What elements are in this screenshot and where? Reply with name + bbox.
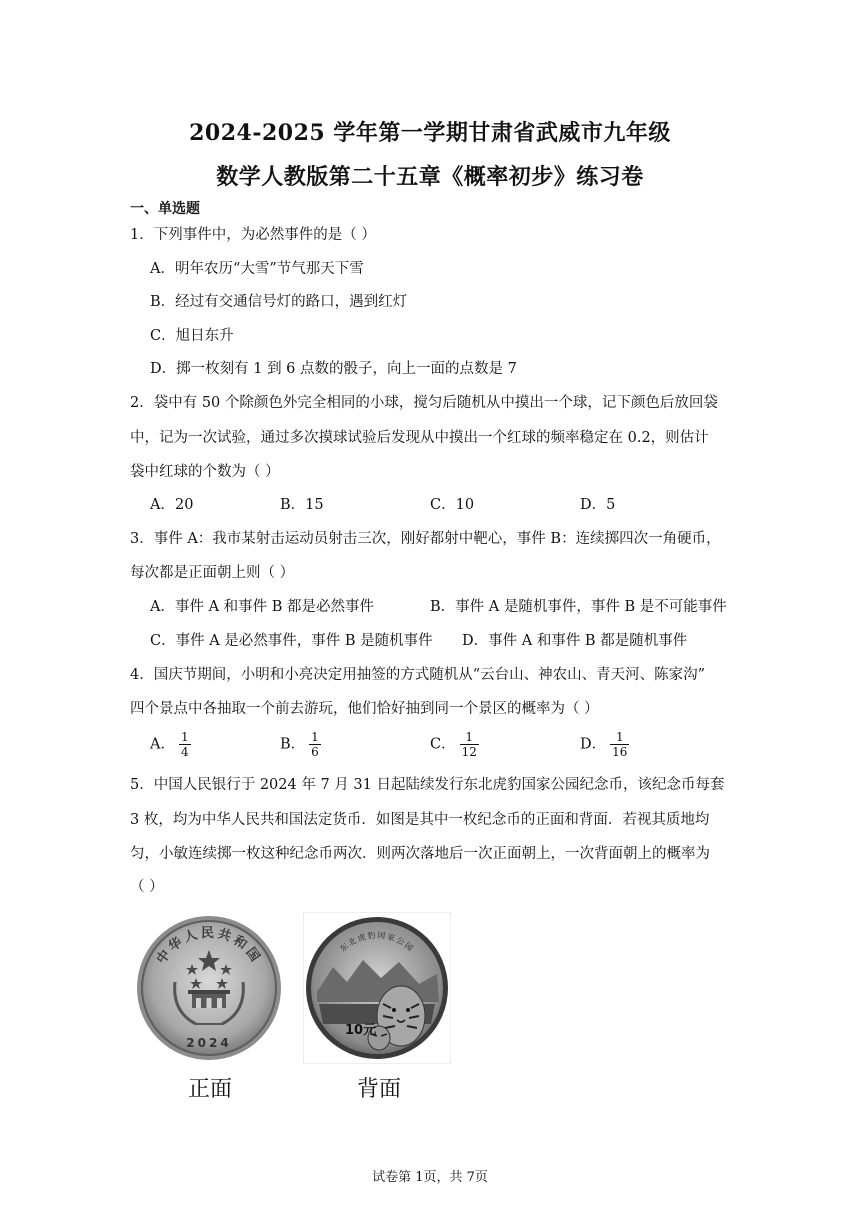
question-3-option-c: C．事件 A 是必然事件，事件 B 是随机事件 [150,633,433,649]
page-title-line2: 数学人教版第二十五章《概率初步》练习卷 [216,164,644,190]
front-rim-text: 中华人民共和国 [154,926,264,967]
back-denomination-text: 10元 [345,1023,377,1038]
coin-front-icon [130,912,288,1064]
question-2-option-d: D．5 [580,497,616,513]
question-4-option-d [580,730,629,759]
question-1-option-d: D．掷一枚刻有 1 到 6 点数的骰子，向上一面的点数是 7 [150,361,517,377]
question-4-option-a [150,730,191,759]
denominator: 16 [612,745,628,759]
question-2-stem-line1: 2．袋中有 50 个除颜色外完全相同的小球，搅匀后随机从中摸出一个球，记下颜色后放回袋 [130,395,718,411]
question-2-option-a: A．20 [150,497,194,513]
question-5-stem-line4: （ ） [130,879,164,895]
option-letter: C． [430,736,456,753]
option-letter: A． [150,736,175,753]
question-5-stem-line1: 5．中国人民银行于 2024 年 7 月 31 日起陆续发行东北虎豹国家公园纪念币，该纪念币每套 [130,777,725,793]
coin-back-image [303,912,451,1064]
page-footer: 试卷第 1页，共 7页 [372,1170,488,1185]
question-5-stem-line2: 3 枚，均为中华人民共和国法定货币．如图是其中一枚纪念币的正面和背面．若视其质地均 [130,812,710,828]
numerator: 1 [460,730,479,745]
numerator: 1 [610,730,629,745]
fraction [309,730,321,759]
coin-back-icon [303,912,451,1064]
question-4-option-b [280,730,321,759]
question-3-option-b: B．事件 A 是随机事件，事件 B 是不可能事件 [430,599,727,615]
question-2-option-c: C．10 [430,497,475,513]
question-2-stem-line3: 袋中红球的个数为（ ） [130,464,280,480]
fraction [610,730,629,759]
question-1-option-a: A．明年农历“大雪”节气那天下雪 [150,261,364,277]
question-4-option-c [430,730,479,759]
question-1-stem: 1．下列事件中，为必然事件的是（ ） [130,227,376,243]
question-1-option-c: C．旭日东升 [150,328,234,344]
option-letter: B． [280,736,306,753]
front-year-text: 2024 [186,1036,232,1050]
numerator: 1 [180,730,189,744]
question-4-stem-line1: 4．国庆节期间，小明和小亮决定用抽签的方式随机从“云台山、神农山、青天河、陈家沟” [130,667,706,683]
section-heading: 一、单选题 [130,201,200,217]
question-3-stem-line2: 每次都是正面朝上则（ ） [130,565,295,581]
question-1-option-b: B．经过有交通信号灯的路口，遇到红灯 [150,294,408,310]
denominator: 6 [311,745,319,759]
question-4-stem-line2: 四个景点中各抽取一个前去游玩，他们恰好抽到同一个景区的概率为（ ） [130,701,599,717]
fraction [179,730,191,759]
question-5-stem-line3: 匀，小敏连续掷一枚这种纪念币两次．则两次落地后一次正面朝上，一次背面朝上的概率为 [130,846,710,862]
question-2-stem-line2: 中，记为一次试验，通过多次摸球试验后发现从中摸出一个红球的频率稳定在 0.2，则估计 [130,430,709,446]
option-letter: D． [580,736,607,753]
back-caption: 背面 [357,1077,402,1102]
fraction [460,730,479,759]
denominator: 12 [461,745,477,759]
page-title-line1: 2024-2025 学年第一学期甘肃省武威市九年级 [189,120,671,146]
question-3-option-a: A．事件 A 和事件 B 都是必然事件 [150,599,375,615]
question-3-option-d: D．事件 A 和事件 B 都是随机事件 [462,633,688,649]
numerator: 1 [311,730,319,744]
question-3-stem-line1: 3．事件 A：我市某射击运动员射击三次，刚好都射中靶心，事件 B：连续掷四次一角硬币， [130,531,721,547]
back-rim-text: 东北虎豹国家公园 [338,930,416,954]
question-2-option-b: B．15 [280,497,324,513]
front-caption: 正面 [188,1077,233,1102]
denominator: 4 [180,745,189,759]
coin-front-image [130,912,288,1064]
